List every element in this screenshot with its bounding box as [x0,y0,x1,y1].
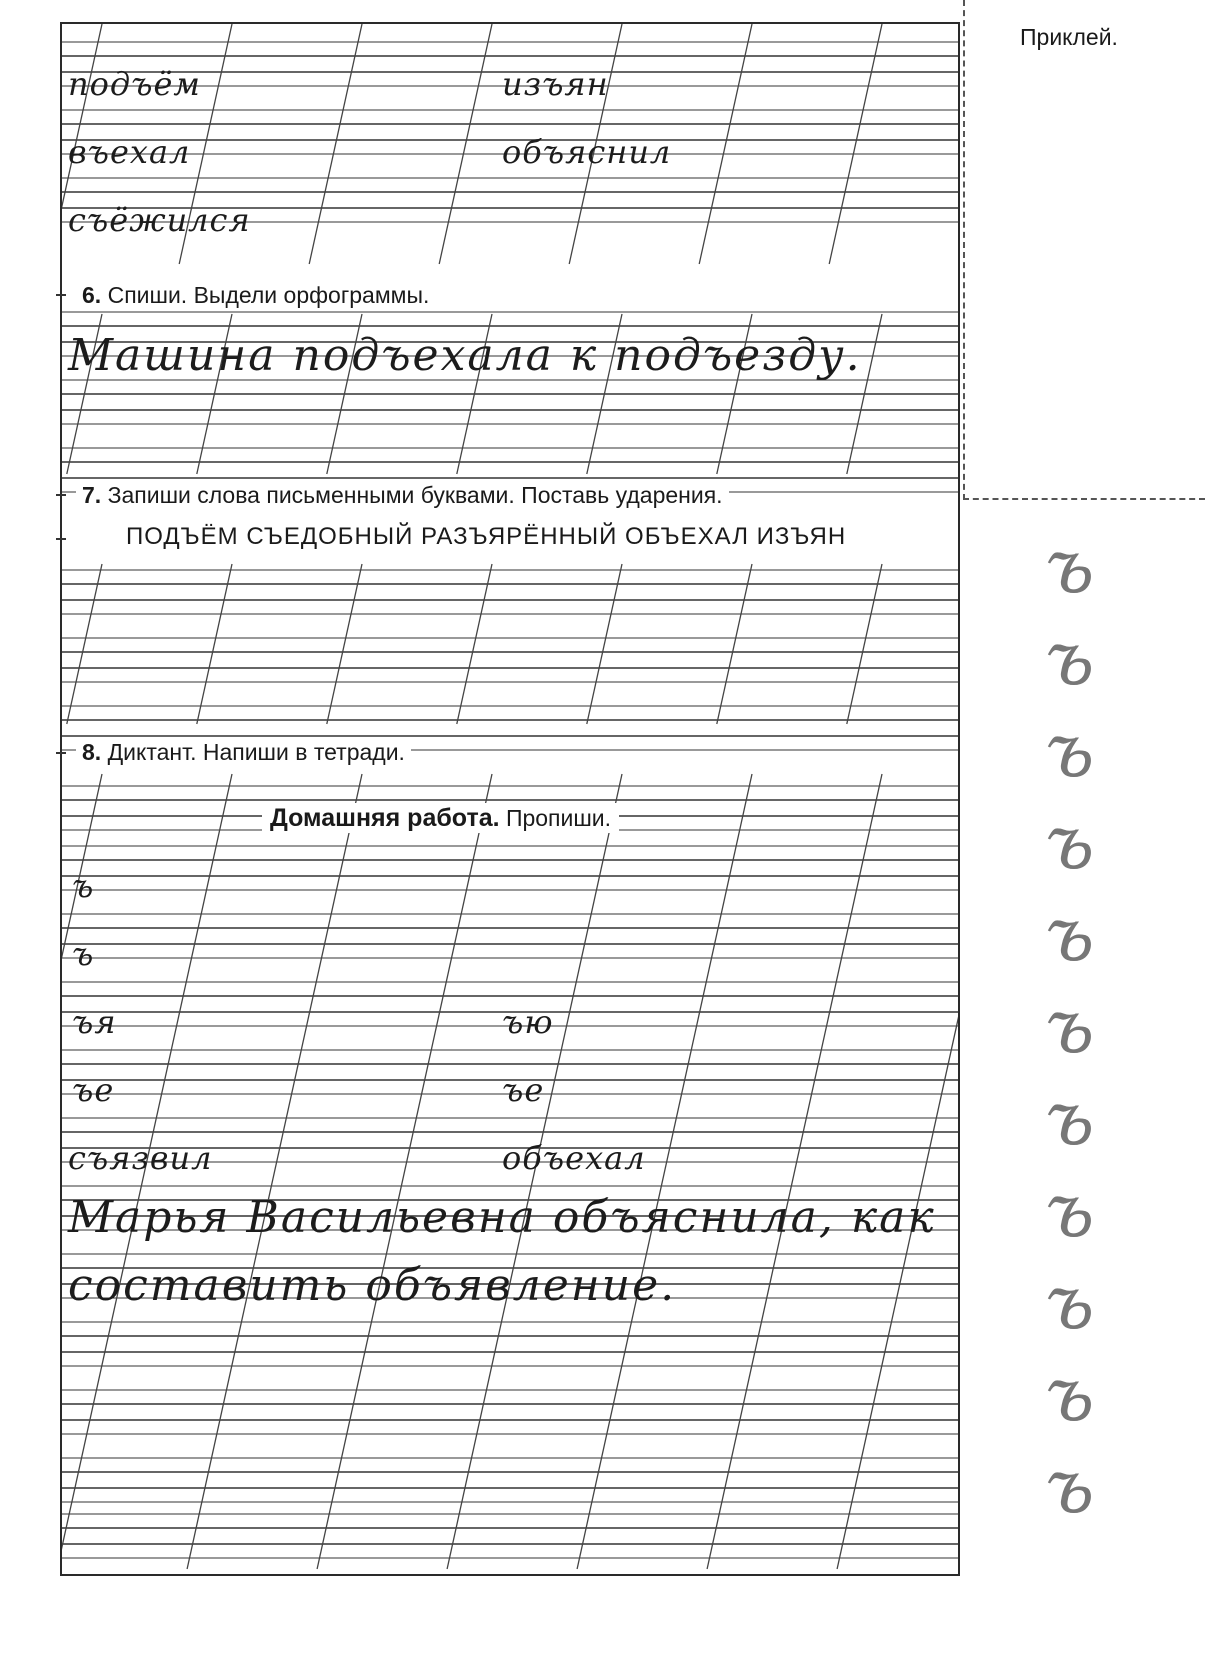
copy-letter: ъ [72,867,95,905]
copy-word: объехал [502,1139,646,1177]
margin-tick [56,538,66,540]
copy-word: съязвил [68,1139,213,1177]
homework-sentence-line: составить объявление. [68,1260,677,1311]
sticker-letter: ъ [1045,616,1095,702]
copy-letter: ъю [502,1003,554,1041]
copy-word: подъём [68,65,201,103]
copy-word: изъян [502,65,609,103]
sticker-letter: ъ [1045,892,1095,978]
sticker-letter: ъ [1045,800,1095,886]
task-text: Диктант. Напиши в тетради. [107,739,405,765]
task-7-words: ПОДЪЁМ СЪЕДОБНЫЙ РАЗЪЯРЁННЫЙ ОБЪЕХАЛ ИЗЪЯН [122,520,850,554]
homework-heading [262,803,619,833]
copy-word: съёжился [68,201,251,239]
task-7-heading [76,480,729,510]
copy-letter: ъе [72,1071,115,1109]
task-number: 8. [82,739,102,765]
sticker-letter: ъ [1045,1260,1095,1346]
sticker-letter: ъ [1045,1168,1095,1254]
homework-instruction: Пропиши. [505,805,612,831]
margin-tick [56,294,66,296]
glue-label: Приклей. [1020,24,1118,50]
task-8-heading [76,737,411,767]
task-text: Запиши слова письменными буквами. Поставь ударения. [107,482,723,508]
workbook-frame [60,22,960,1576]
homework-sentence-line: Марья Васильевна объяснила, как [68,1192,936,1243]
sticker-letter: ъ [1045,1444,1095,1530]
margin-tick [56,752,66,754]
ruled-lines [62,24,958,1574]
sticker-letter: ъ [1045,524,1095,610]
task-6-heading [76,280,435,310]
task-text: Спиши. Выдели орфограммы. [107,282,430,308]
copy-letter: ъя [72,1003,117,1041]
glue-area [963,0,1205,500]
sticker-letter: ъ [1045,984,1095,1070]
sticker-letter: ъ [1045,1076,1095,1162]
copy-letter: ъ [72,935,95,973]
copy-word: въехал [68,133,191,171]
sticker-letter: ъ [1045,1352,1095,1438]
homework-title: Домашняя работа. [270,804,500,832]
margin-tick [56,494,66,496]
task-number: 6. [82,282,102,308]
copy-word: объяснил [502,133,672,171]
copy-letter: ъе [502,1071,545,1109]
task-number: 7. [82,482,102,508]
sticker-letter: ъ [1045,708,1095,794]
sample-sentence: Машина подъехала к подъезду. [68,330,862,381]
